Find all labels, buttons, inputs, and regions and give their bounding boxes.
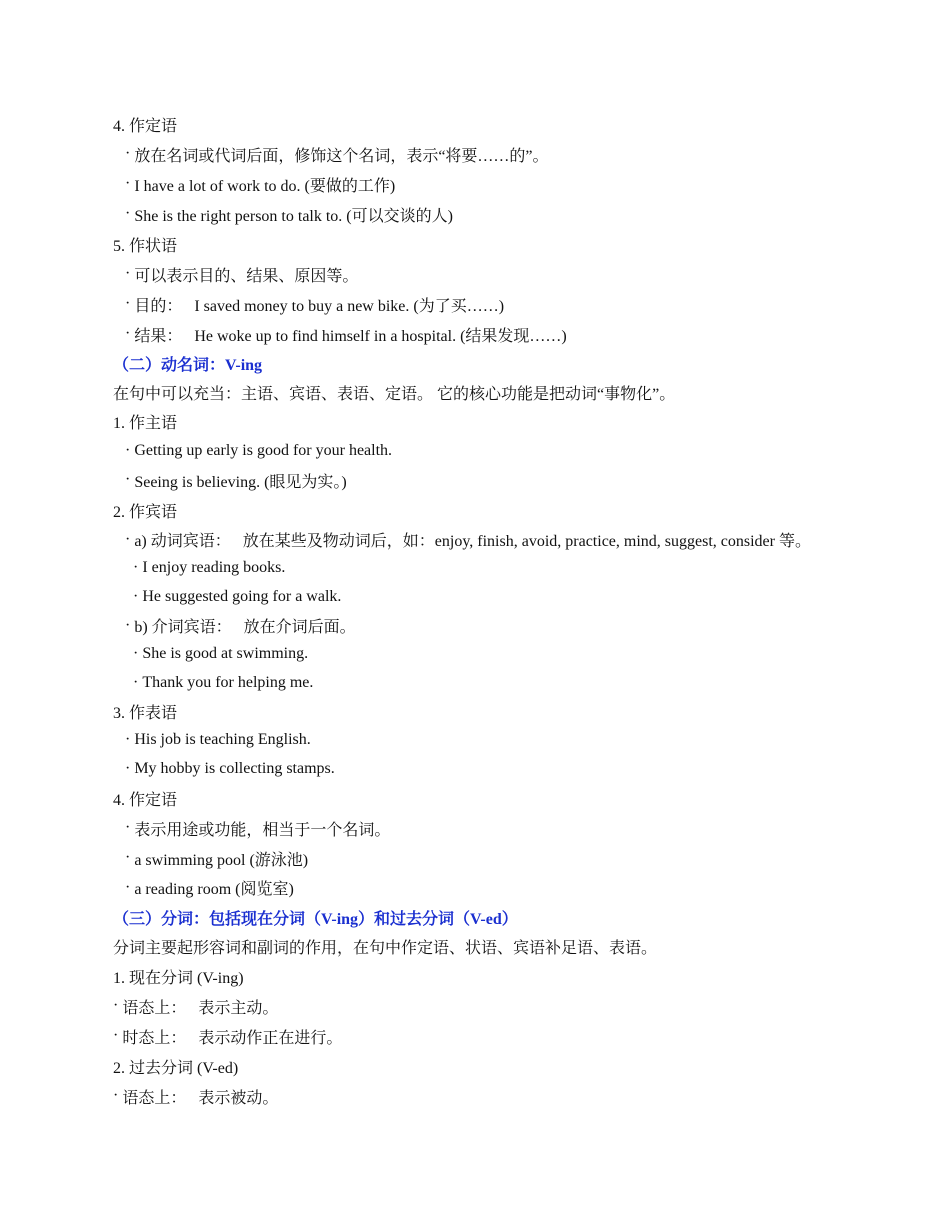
- bullet-item: [113, 169, 913, 199]
- bullet-item: [113, 991, 913, 1021]
- numbered-item: [113, 961, 913, 991]
- line-text: 表示动作正在进行。: [198, 1029, 343, 1047]
- bullet-glyph: ·: [125, 530, 131, 548]
- bullet-item: [113, 813, 913, 843]
- line-text: 放在某些及物动词后，如：enjoy, finish, avoid, practice, mind, suggest, consider 等。: [242, 533, 811, 550]
- item-label: 目的：: [134, 297, 183, 315]
- line-text: 4. 作定语: [113, 791, 178, 809]
- bullet-item: [113, 582, 913, 611]
- item-label: 结果：: [134, 327, 183, 345]
- bullet-item: [113, 843, 913, 873]
- numbered-item: [113, 783, 913, 813]
- bullet-glyph: ·: [113, 1087, 119, 1104]
- bullet-item: [113, 319, 913, 349]
- bullet-glyph: ·: [125, 819, 131, 836]
- line-text: My hobby is collecting stamps.: [134, 759, 335, 777]
- line-text: Thank you for helping me.: [142, 673, 314, 691]
- bullet-item: [113, 754, 913, 783]
- bullet-glyph: ·: [113, 997, 119, 1014]
- line-text: She is the right person to talk to. (可以交谈的人): [134, 207, 453, 225]
- line-text: （三）分词：包括现在分词（V-ing）和过去分词（V-ed）: [113, 910, 518, 928]
- bullet-glyph: ·: [133, 587, 139, 605]
- bullet-item: [113, 726, 913, 754]
- line-text: His job is teaching English.: [134, 731, 311, 748]
- bullet-glyph: ·: [125, 759, 131, 777]
- bullet-item: [113, 199, 913, 229]
- numbered-item: [113, 495, 913, 525]
- line-text: He suggested going for a walk.: [142, 587, 342, 605]
- bullet-item: [113, 259, 913, 289]
- line-text: 2. 过去分词 (V-ed): [113, 1059, 239, 1077]
- paragraph: [113, 932, 913, 961]
- document-body: [113, 109, 913, 1111]
- line-text: a reading room (阅览室): [134, 881, 294, 898]
- line-text: 表示用途或功能，相当于一个名词。: [134, 821, 391, 839]
- line-text: a swimming pool (游泳池): [134, 851, 309, 869]
- numbered-item: [113, 407, 913, 436]
- bullet-glyph: ·: [113, 1027, 119, 1044]
- line-text: I enjoy reading books.: [142, 559, 286, 576]
- bullet-glyph: ·: [125, 471, 131, 488]
- bullet-item: [113, 873, 913, 902]
- numbered-item: [113, 697, 913, 726]
- bullet-item: [113, 611, 913, 640]
- line-text: I have a lot of work to do. (要做的工作): [134, 177, 396, 195]
- bullet-item: [113, 668, 913, 697]
- line-text: 放在介词后面。: [243, 619, 356, 636]
- line-text: 表示主动。: [198, 999, 279, 1017]
- numbered-item: [113, 109, 913, 139]
- item-label: 语态上：: [122, 999, 187, 1017]
- section-heading: [113, 349, 913, 378]
- line-text: I saved money to buy a new bike. (为了买……): [194, 297, 505, 315]
- bullet-glyph: ·: [125, 731, 131, 748]
- item-label: b) 介词宾语：: [134, 619, 232, 636]
- bullet-item: [113, 139, 913, 169]
- bullet-item: [113, 640, 913, 668]
- bullet-glyph: ·: [125, 878, 131, 896]
- line-text: 1. 作主语: [113, 415, 178, 432]
- bullet-glyph: ·: [133, 673, 139, 691]
- bullet-item: [113, 436, 913, 465]
- bullet-glyph: ·: [125, 325, 131, 342]
- line-text: Getting up early is good for your health.: [134, 441, 393, 459]
- bullet-glyph: ·: [125, 265, 131, 282]
- item-label: 语态上：: [122, 1089, 187, 1107]
- paragraph: [113, 378, 913, 407]
- bullet-item: [113, 525, 913, 554]
- line-text: 放在名词或代词后面，修饰这个名词，表示“将要……的”。: [134, 147, 549, 165]
- numbered-item: [113, 229, 913, 259]
- bullet-glyph: ·: [125, 616, 131, 634]
- bullet-glyph: ·: [125, 441, 131, 459]
- bullet-glyph: ·: [125, 175, 131, 192]
- line-text: 可以表示目的、结果、原因等。: [134, 267, 359, 285]
- section-heading: [113, 902, 913, 932]
- bullet-item: [113, 1081, 913, 1111]
- line-text: 表示被动。: [198, 1089, 279, 1107]
- bullet-glyph: ·: [125, 205, 131, 222]
- bullet-item: [113, 1021, 913, 1051]
- bullet-glyph: ·: [133, 559, 139, 576]
- line-text: 分词主要起形容词和副词的作用，在句中作定语、状语、宾语补足语、表语。: [113, 940, 658, 957]
- numbered-item: [113, 1051, 913, 1081]
- bullet-glyph: ·: [125, 295, 131, 312]
- line-text: Seeing is believing. (眼见为实。): [134, 473, 347, 491]
- line-text: 2. 作宾语: [113, 503, 178, 521]
- bullet-item: [113, 289, 913, 319]
- line-text: She is good at swimming.: [142, 645, 309, 662]
- bullet-item: [113, 554, 913, 582]
- bullet-glyph: ·: [133, 645, 139, 662]
- line-text: 在句中可以充当：主语、宾语、表语、定语。 它的核心功能是把动词“事物化”。: [113, 386, 676, 403]
- line-text: 3. 作表语: [113, 705, 178, 722]
- line-text: （二）动名词：V-ing: [113, 357, 263, 374]
- line-text: He woke up to find himself in a hospital. (结果发现……): [194, 327, 567, 345]
- item-label: a) 动词宾语：: [134, 533, 231, 550]
- item-label: 时态上：: [122, 1029, 187, 1047]
- bullet-glyph: ·: [125, 145, 131, 162]
- line-text: 4. 作定语: [113, 117, 178, 135]
- bullet-glyph: ·: [125, 849, 131, 866]
- line-text: 1. 现在分词 (V-ing): [113, 969, 244, 987]
- line-text: 5. 作状语: [113, 237, 178, 255]
- bullet-item: [113, 465, 913, 495]
